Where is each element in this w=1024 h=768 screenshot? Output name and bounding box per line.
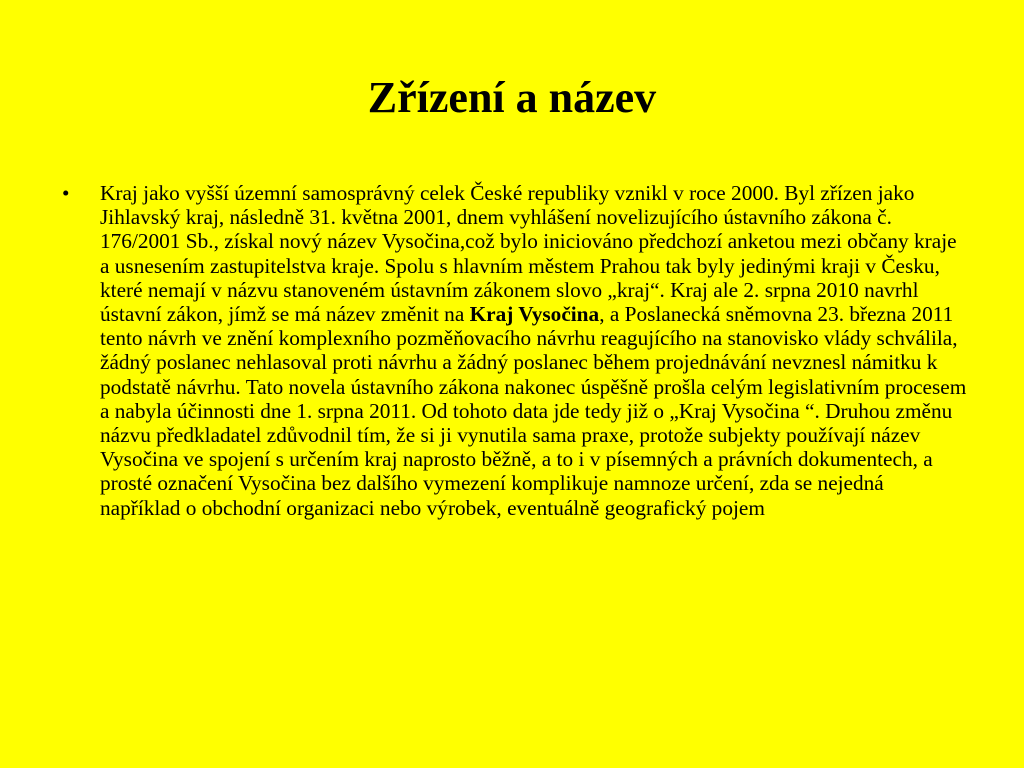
paragraph-part-2: , a Poslanecká sněmovna 23. března 2011 tento návrh ve znění komplexního pozměňovacího návrhu reagujícího na stanovisko vlády schválila, žádný poslanec nehlasoval proti návrhu a žádný poslanec během projednávání nevznesl námitku k podstatě návrhu. Tato novela ústavního zákona nakonec úspěšně prošla celým legislativním procesem a nabyla účinnosti dne 1. srpna 2011. Od tohoto data jde tedy již o „Kraj Vysočina “. Druhou změnu názvu předkladatel zdůvodnil tím, že si ji vynutila sama praxe, protože subjekty používají název Vysočina ve spojení s určením kraj naprosto běžně, a to i v písemných a právních dokumentech, a prosté označení Vysočina bez dalšího vymezení komplikuje namnoze určení, zda se nejedná například o obchodní organizaci nebo výrobek, eventuálně geografický pojem [100, 302, 967, 520]
paragraph-part-1: Kraj jako vyšší územní samosprávný celek České republiky vznikl v roce 2000. Byl zřízen jako Jihlavský kraj, následně 31. května 2001, dnem vyhlášení novelizujícího ústavního zákona č. 176/2001 Sb., získal nový název Vysočina,což bylo iniciováno předchozí anketou mezi občany kraje a usnesením zastupitelstva kraje. Spolu s hlavním městem Prahou tak byly jedinými kraji v Česku, které nemají v názvu stanoveném ústavním zákonem slovo „kraj“. Kraj ale 2. srpna 2010 navrhl ústavní zákon, jímž se má název změnit na [100, 181, 957, 327]
bullet-item [62, 181, 968, 520]
bullet-icon: • [62, 181, 70, 205]
bullet-text [100, 181, 968, 520]
bold-term-kraj-vysocina: Kraj Vysočina [469, 302, 600, 327]
slide-content [62, 181, 968, 520]
slide-title: Zřízení a název [367, 73, 657, 122]
